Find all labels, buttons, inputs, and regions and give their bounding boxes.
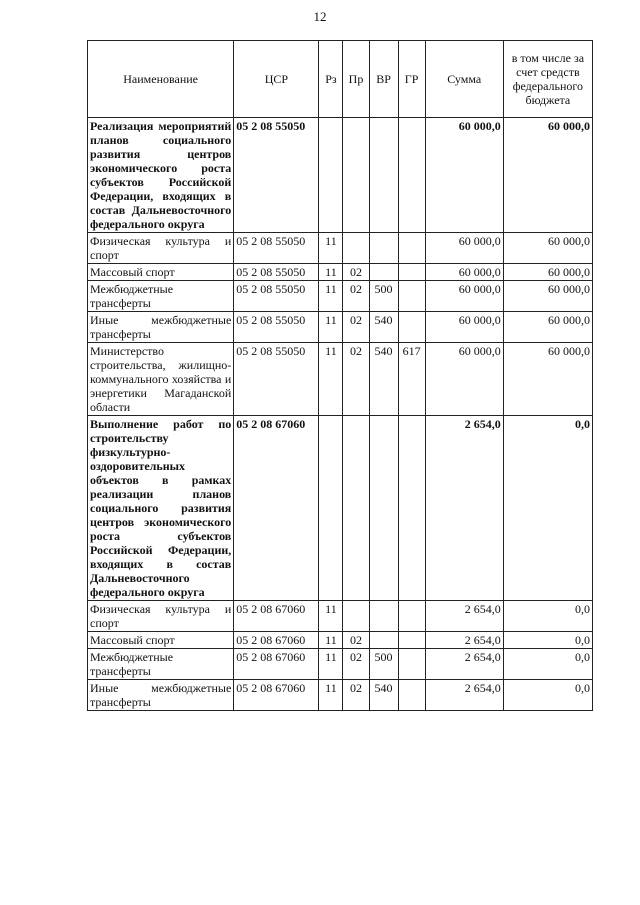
header-rz: Рз (319, 41, 343, 118)
cell-name: Межбюджетные трансферты (88, 281, 234, 312)
cell-name: Министерство строительства, жилищно-коммунального хозяйства и энергетики Магаданской области (88, 343, 234, 416)
cell-gr (398, 416, 425, 601)
cell-sum: 60 000,0 (425, 264, 503, 281)
cell-vr (369, 118, 398, 233)
cell-csr: 05 2 08 67060 (234, 680, 319, 711)
cell-pr (343, 118, 369, 233)
cell-rz: 11 (319, 233, 343, 264)
table-row (88, 233, 593, 264)
cell-name: Межбюджетные трансферты (88, 649, 234, 680)
cell-pr: 02 (343, 649, 369, 680)
header-gr: ГР (398, 41, 425, 118)
cell-csr: 05 2 08 67060 (234, 632, 319, 649)
cell-gr (398, 649, 425, 680)
cell-name: Массовый спорт (88, 264, 234, 281)
cell-federal: 0,0 (503, 680, 592, 711)
table-row (88, 649, 593, 680)
header-vr: ВР (369, 41, 398, 118)
cell-federal: 0,0 (503, 416, 592, 601)
header-name: Наименование (88, 41, 234, 118)
cell-rz: 11 (319, 680, 343, 711)
cell-vr (369, 632, 398, 649)
cell-pr (343, 601, 369, 632)
budget-table (87, 40, 593, 711)
cell-pr: 02 (343, 632, 369, 649)
cell-pr: 02 (343, 343, 369, 416)
cell-csr: 05 2 08 55050 (234, 118, 319, 233)
cell-rz: 11 (319, 312, 343, 343)
cell-sum: 2 654,0 (425, 680, 503, 711)
table-row (88, 264, 593, 281)
cell-csr: 05 2 08 55050 (234, 281, 319, 312)
cell-sum: 2 654,0 (425, 632, 503, 649)
cell-sum: 2 654,0 (425, 649, 503, 680)
cell-pr: 02 (343, 312, 369, 343)
header-pr: Пр (343, 41, 369, 118)
cell-pr: 02 (343, 281, 369, 312)
cell-gr: 617 (398, 343, 425, 416)
cell-gr (398, 601, 425, 632)
table-row (88, 601, 593, 632)
header-row (88, 41, 593, 118)
cell-rz: 11 (319, 649, 343, 680)
cell-gr (398, 281, 425, 312)
cell-pr: 02 (343, 264, 369, 281)
header-sum: Сумма (425, 41, 503, 118)
cell-federal: 0,0 (503, 649, 592, 680)
table-row (88, 343, 593, 416)
table-row (88, 281, 593, 312)
cell-rz: 11 (319, 264, 343, 281)
cell-sum: 2 654,0 (425, 416, 503, 601)
cell-vr: 500 (369, 281, 398, 312)
cell-rz (319, 416, 343, 601)
cell-gr (398, 118, 425, 233)
cell-csr: 05 2 08 55050 (234, 343, 319, 416)
cell-vr: 540 (369, 312, 398, 343)
cell-pr (343, 233, 369, 264)
cell-csr: 05 2 08 55050 (234, 312, 319, 343)
table-row (88, 680, 593, 711)
table-row (88, 416, 593, 601)
cell-rz (319, 118, 343, 233)
cell-csr: 05 2 08 55050 (234, 264, 319, 281)
cell-csr: 05 2 08 67060 (234, 601, 319, 632)
cell-name: Массовый спорт (88, 632, 234, 649)
cell-vr (369, 233, 398, 264)
cell-name: Выполнение работ по строительству физкультурно-оздоровительных объектов в рамках реализации планов социального развития центров экономического роста субъектов Российской Федерации, входящих в состав Дальневосточного федерального округа (88, 416, 234, 601)
cell-vr: 500 (369, 649, 398, 680)
cell-name: Физическая культура и спорт (88, 601, 234, 632)
cell-gr (398, 264, 425, 281)
cell-federal: 60 000,0 (503, 264, 592, 281)
cell-vr: 540 (369, 680, 398, 711)
cell-gr (398, 312, 425, 343)
cell-federal: 60 000,0 (503, 281, 592, 312)
cell-sum: 60 000,0 (425, 343, 503, 416)
cell-name: Иные межбюджетные трансферты (88, 680, 234, 711)
header-federal: в том числе за счет средств федерального бюджета (503, 41, 592, 118)
cell-vr: 540 (369, 343, 398, 416)
cell-csr: 05 2 08 67060 (234, 649, 319, 680)
cell-federal: 60 000,0 (503, 118, 592, 233)
cell-name: Физическая культура и спорт (88, 233, 234, 264)
cell-rz: 11 (319, 601, 343, 632)
cell-sum: 60 000,0 (425, 118, 503, 233)
cell-federal: 0,0 (503, 632, 592, 649)
cell-sum: 60 000,0 (425, 312, 503, 343)
page-number: 12 (313, 9, 327, 24)
cell-sum: 60 000,0 (425, 281, 503, 312)
cell-sum: 2 654,0 (425, 601, 503, 632)
cell-gr (398, 233, 425, 264)
table-row (88, 118, 593, 233)
table-row (88, 312, 593, 343)
cell-vr (369, 416, 398, 601)
cell-vr (369, 601, 398, 632)
cell-pr: 02 (343, 680, 369, 711)
table-row (88, 632, 593, 649)
cell-federal: 60 000,0 (503, 312, 592, 343)
header-csr: ЦСР (234, 41, 319, 118)
cell-rz: 11 (319, 632, 343, 649)
cell-rz: 11 (319, 343, 343, 416)
cell-csr: 05 2 08 55050 (234, 233, 319, 264)
cell-name: Иные межбюджетные трансферты (88, 312, 234, 343)
cell-vr (369, 264, 398, 281)
cell-pr (343, 416, 369, 601)
cell-gr (398, 680, 425, 711)
cell-federal: 60 000,0 (503, 343, 592, 416)
cell-rz: 11 (319, 281, 343, 312)
cell-name: Реализация мероприятий планов социального развития центров экономического роста субъектов Российской Федерации, входящих в состав Дальневосточного федерального округа (88, 118, 234, 233)
cell-federal: 0,0 (503, 601, 592, 632)
cell-gr (398, 632, 425, 649)
table-body (88, 118, 593, 711)
cell-sum: 60 000,0 (425, 233, 503, 264)
cell-csr: 05 2 08 67060 (234, 416, 319, 601)
cell-federal: 60 000,0 (503, 233, 592, 264)
